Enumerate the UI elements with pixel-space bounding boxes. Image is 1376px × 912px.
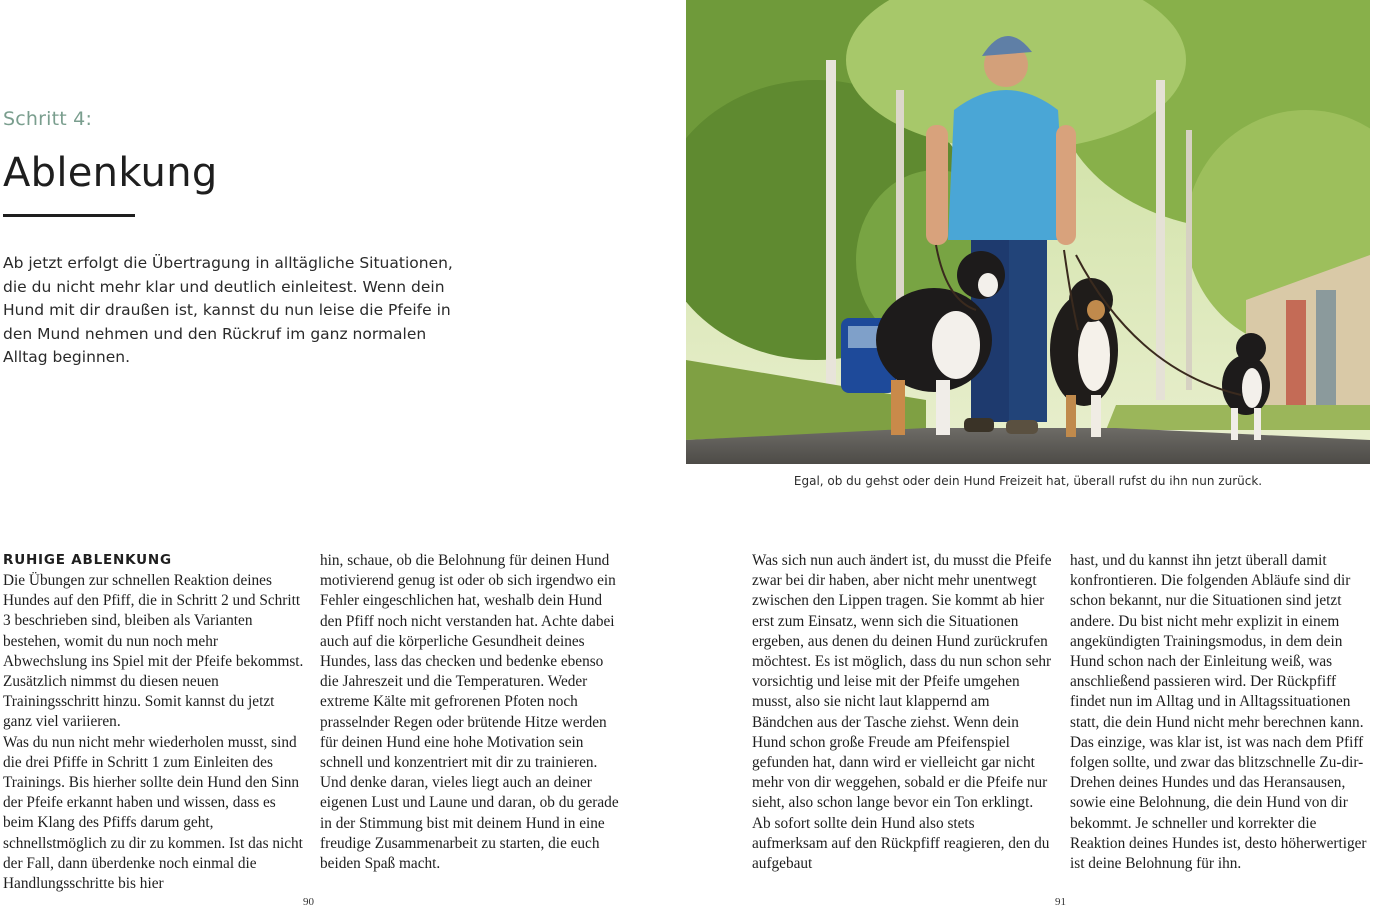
column-1-paragraph-2: Was du nun nicht mehr wiederholen musst, sind die drei Pfiffe in Schritt 1 zum Einleiten des Trainings. Bis hierher sollte dein Hund den Sinn der Pfeife erkannt haben und wissen, dass es beim Klang des Pfiffs darum geht, schnellstmöglich zu dir zu kommen. Ist das nicht der Fall, dann überdenke noch einmal die Handlungsschritte bis hier — [3, 733, 303, 893]
title-underline — [3, 214, 135, 217]
column-3-paragraph-2: Ab sofort sollte dein Hund also stets aufmerksam auf den Rückpfiff reagieren, den du aufgebaut — [752, 814, 1050, 873]
column-4-paragraph: hast, und du kannst ihn jetzt überall damit konfrontieren. Die folgenden Abläufe sind dir schon bekannt, nur die Situationen sind jetzt andere. Du bist nicht mehr explizit in einem angekündigten Trainingsmodus, in dem dein Hund schon nach der Einleitung weiß, was anschließend passieren wird. Der Rückpfiff findet nun im Alltag und in Alltagssituationen statt, die dein Hund nicht mehr berechnen kann. Das einzige, was klar ist, ist was nach dem Pfiff folgen sollte, und zwar das blitzschnelle Zu-dir-Drehen deines Hundes und das Heransausen, sowie eine Belohnung, die dein Hund von dir bekommt. Je schneller und korrekter die Reaktion deines Hundes ist, desto höherwertiger ist deine Belohnung für ihn. — [1070, 552, 1367, 873]
column-3-paragraph-1: Was sich nun auch ändert ist, du musst die Pfeife zwar bei dir haben, aber nicht mehr unentwegt zwischen den Lippen tragen. Sie kommt ab hier erst zum Einsatz, wenn sich die Situationen ergeben, aus denen du deinen Hund zurückrufen möchtest. Es ist möglich, dass du nun schon sehr vorsichtig und leise mit der Pfeife umgehen musst, also sie nicht laut klappernd am Bändchen aus der Tasche ziehst. Wenn dein Hund schon große Freude am Pfeifenspiel gefunden hat, dann wird er vielleicht gar nicht mehr von dir weggehen, sobald er die Pfeife nur sieht, also schon lange bevor ein Ton erklingt. — [752, 552, 1052, 812]
step-label: Schritt 4: — [3, 108, 93, 130]
photo-caption: Egal, ob du gehst oder dein Hund Freizeit hat, überall rufst du ihn nun zurück. — [793, 474, 1263, 488]
text-column-2 — [320, 551, 622, 874]
section-heading: RUHIGE ABLENKUNG — [3, 552, 172, 568]
column-1-paragraph-1: Die Übungen zur schnellen Reaktion deines Hundes auf den Pfiff, die in Schritt 2 und Schritt 3 beschrieben sind, bleiben als Varianten bestehen, womit du nun noch mehr Abwechslung ins Spiel mit der Pfeife bekommst. Zusätzlich nimmst du diesen neuen Trainingsschritt hinzu. Somit kannst du jetzt ganz viel variieren. — [3, 572, 304, 731]
intro-paragraph: Ab jetzt erfolgt die Übertragung in alltägliche Situationen, die du nicht mehr klar und deutlich einleitest. Wenn dein Hund mit dir draußen ist, kannst du nun leise die Pfeife in den Mund nehmen und den Rückruf im ganz normalen Alltag beginnen. — [3, 254, 453, 366]
page-number-left: 90 — [303, 896, 314, 908]
text-column-3 — [752, 551, 1054, 874]
text-column-4 — [1070, 551, 1372, 874]
text-column-1 — [3, 551, 305, 894]
page-title: Ablenkung — [3, 150, 218, 196]
column-2-paragraph: hin, schaue, ob die Belohnung für deinen Hund motivierend genug ist oder ob sich irgendwo ein Fehler eingeschlichen hat, weshalb dein Hund den Pfiff noch nicht verstanden hat. Achte dabei auch auf die körperliche Gesundheit deines Hundes, lass das checken und bedenke ebenso die Jahreszeit und die Temperaturen. Weder extreme Kälte mit gefrorenen Pfoten noch prasselnder Regen oder brütende Hitze werden für deinen Hund eine hohe Motivation sein schnell und konzentriert mit dir zu trainieren. Und denke daran, vieles liegt auch an deiner eigenen Lust und Laune und daran, ob du gerade in der Stimmung bist mit deinem Hund in eine freudige Zusammenarbeit zu starten, die euch beiden Spaß macht. — [320, 552, 619, 873]
page-number-right: 91 — [1055, 896, 1066, 908]
photo-man-with-dogs — [686, 0, 1370, 464]
